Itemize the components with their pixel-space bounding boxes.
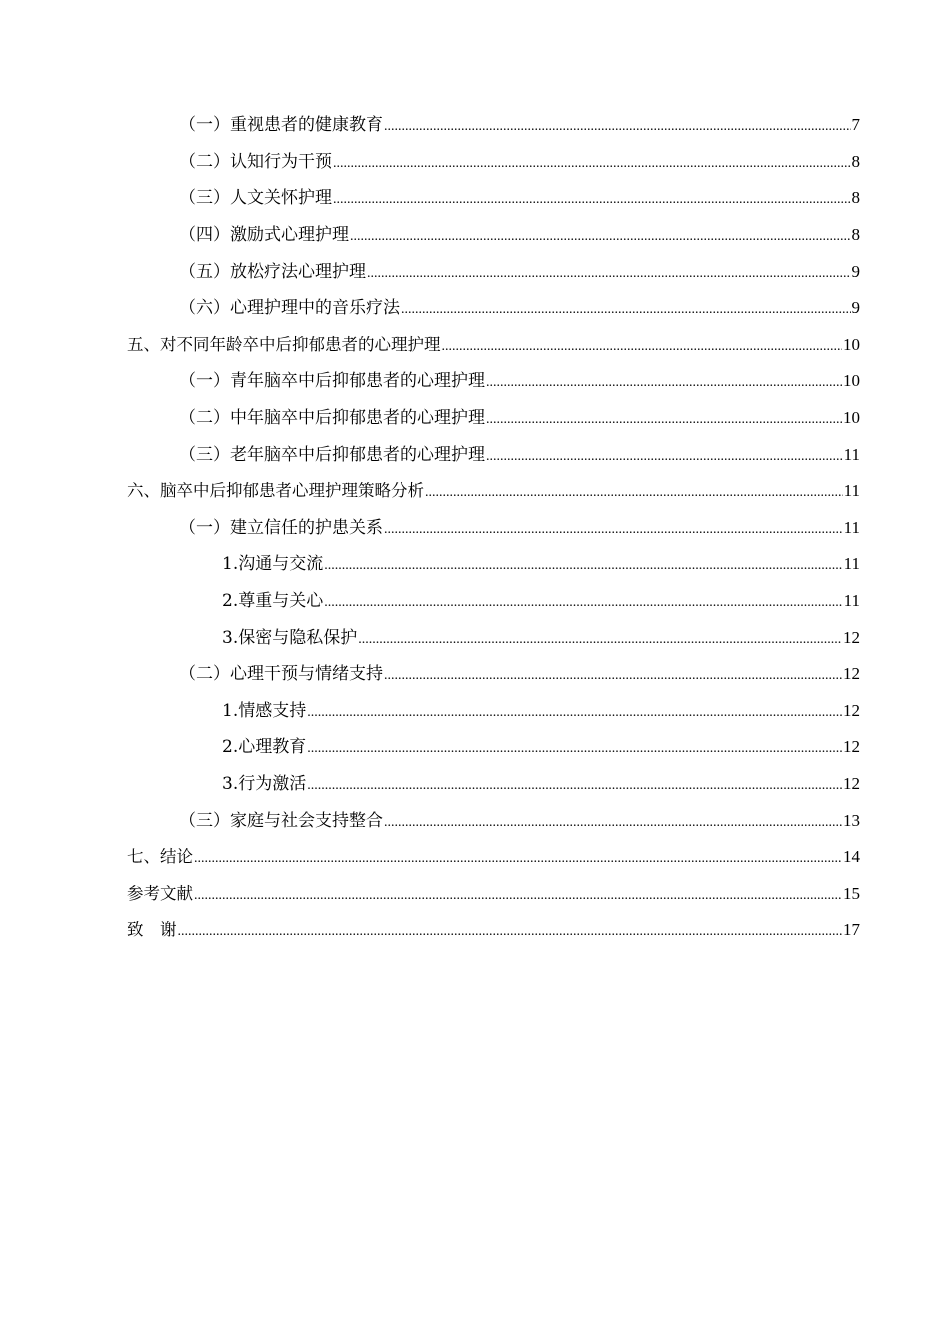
- toc-entry-title: （五）放松疗法心理护理: [179, 261, 366, 282]
- toc-entry-chapter[interactable]: [0, 875, 950, 912]
- toc-entry[interactable]: [0, 363, 950, 400]
- toc-leader-dots: [401, 300, 851, 320]
- toc-entry-page: 14: [843, 847, 860, 867]
- toc-entry[interactable]: [0, 217, 950, 254]
- toc-leader-dots: [358, 630, 842, 650]
- toc-entry[interactable]: [0, 253, 950, 290]
- toc-entry-title: 1.情感支持: [222, 700, 307, 721]
- toc-leader-dots: [333, 154, 851, 174]
- toc-leader-dots: [486, 410, 842, 430]
- toc-leader-dots: [194, 886, 842, 906]
- toc-entry-chapter[interactable]: [0, 473, 950, 510]
- toc-entry-title: （一）建立信任的护患关系: [179, 517, 383, 538]
- toc-entry[interactable]: [0, 510, 950, 547]
- toc-entry-title: （一）青年脑卒中后抑郁患者的心理护理: [179, 371, 485, 392]
- toc-entry-subsection[interactable]: [0, 619, 950, 656]
- toc-leader-dots: [384, 813, 842, 833]
- toc-entry-page: 12: [843, 700, 860, 720]
- toc-entry-page: 17: [843, 920, 860, 940]
- toc-entry-title: 参考文献: [127, 883, 193, 903]
- toc-entry-page: 7: [851, 115, 860, 135]
- toc-entry-page: 11: [843, 554, 860, 574]
- toc-leader-dots: [486, 447, 843, 467]
- toc-entry-page: 11: [843, 591, 860, 611]
- toc-leader-dots: [333, 190, 851, 210]
- toc-entry-title: 1.沟通与交流: [222, 554, 324, 575]
- toc-entry-title: 3.保密与隐私保护: [222, 627, 358, 648]
- toc-entry-subsection[interactable]: [0, 693, 950, 730]
- toc-entry-subsection[interactable]: [0, 729, 950, 766]
- toc-entry-title: （三）人文关怀护理: [179, 188, 332, 209]
- toc-leader-dots: [324, 593, 842, 613]
- toc-leader-dots: [307, 739, 842, 759]
- toc-entry-page: 15: [843, 883, 860, 903]
- toc-entry-page: 9: [851, 261, 860, 281]
- toc-entry-title: 2.尊重与关心: [222, 591, 324, 612]
- toc-entry-page: 8: [851, 225, 860, 245]
- toc-entry-title: （三）老年脑卒中后抑郁患者的心理护理: [179, 444, 485, 465]
- toc-leader-dots: [350, 227, 851, 247]
- toc-leader-dots: [194, 849, 842, 869]
- toc-entry-page: 10: [843, 334, 860, 354]
- toc-leader-dots: [367, 264, 851, 284]
- toc-entry-page: 8: [851, 151, 860, 171]
- toc-entry-page: 12: [843, 627, 860, 647]
- toc-entry-chapter[interactable]: [0, 912, 950, 949]
- toc-entry-page: 9: [851, 298, 860, 318]
- toc-entry[interactable]: [0, 400, 950, 437]
- toc-leader-dots: [442, 337, 843, 357]
- toc-entry[interactable]: [0, 656, 950, 693]
- toc-entry-subsection[interactable]: [0, 766, 950, 803]
- toc-leader-dots: [384, 520, 843, 540]
- toc-entry-title: 六、脑卒中后抑郁患者心理护理策略分析: [127, 481, 424, 501]
- toc-leader-dots: [307, 703, 842, 723]
- toc-entry[interactable]: [0, 180, 950, 217]
- toc-entry-page: 12: [843, 773, 860, 793]
- toc-entry-page: 12: [843, 737, 860, 757]
- toc-entry-chapter[interactable]: [0, 839, 950, 876]
- toc-entry-title: （六）心理护理中的音乐疗法: [179, 298, 400, 319]
- toc-entry-subsection[interactable]: [0, 546, 950, 583]
- toc-entry-page: 12: [843, 664, 860, 684]
- toc-entry-subsection[interactable]: [0, 583, 950, 620]
- toc-entry-page: 11: [843, 517, 860, 537]
- table-of-contents: [0, 107, 950, 949]
- toc-leader-dots: [178, 922, 843, 942]
- toc-entry-page: 10: [843, 371, 860, 391]
- toc-entry-title: （二）认知行为干预: [179, 151, 332, 172]
- toc-leader-dots: [425, 483, 843, 503]
- toc-leader-dots: [384, 666, 842, 686]
- toc-entry-title: （二）心理干预与情绪支持: [179, 664, 383, 685]
- toc-entry-title: （三）家庭与社会支持整合: [179, 810, 383, 831]
- toc-entry[interactable]: [0, 436, 950, 473]
- toc-entry-page: 10: [843, 408, 860, 428]
- toc-entry-title: （四）激励式心理护理: [179, 225, 349, 246]
- toc-entry-page: 11: [843, 481, 860, 501]
- toc-entry-title: （一）重视患者的健康教育: [179, 115, 383, 136]
- toc-leader-dots: [324, 556, 842, 576]
- toc-entry-title: 七、结论: [127, 847, 193, 867]
- toc-entry[interactable]: [0, 107, 950, 144]
- toc-entry-page: 8: [851, 188, 860, 208]
- toc-entry-page: 11: [843, 444, 860, 464]
- toc-leader-dots: [307, 776, 842, 796]
- toc-leader-dots: [384, 117, 851, 137]
- toc-leader-dots: [486, 373, 842, 393]
- toc-entry[interactable]: [0, 802, 950, 839]
- toc-entry-title: 致 谢: [127, 920, 177, 940]
- toc-entry-title: 3.行为激活: [222, 773, 307, 794]
- toc-entry-title: 五、对不同年龄卒中后抑郁患者的心理护理: [127, 334, 441, 354]
- toc-entry-page: 13: [843, 810, 860, 830]
- toc-entry[interactable]: [0, 144, 950, 181]
- toc-entry-title: （二）中年脑卒中后抑郁患者的心理护理: [179, 408, 485, 429]
- toc-entry[interactable]: [0, 290, 950, 327]
- toc-entry-chapter[interactable]: [0, 327, 950, 364]
- toc-entry-title: 2.心理教育: [222, 737, 307, 758]
